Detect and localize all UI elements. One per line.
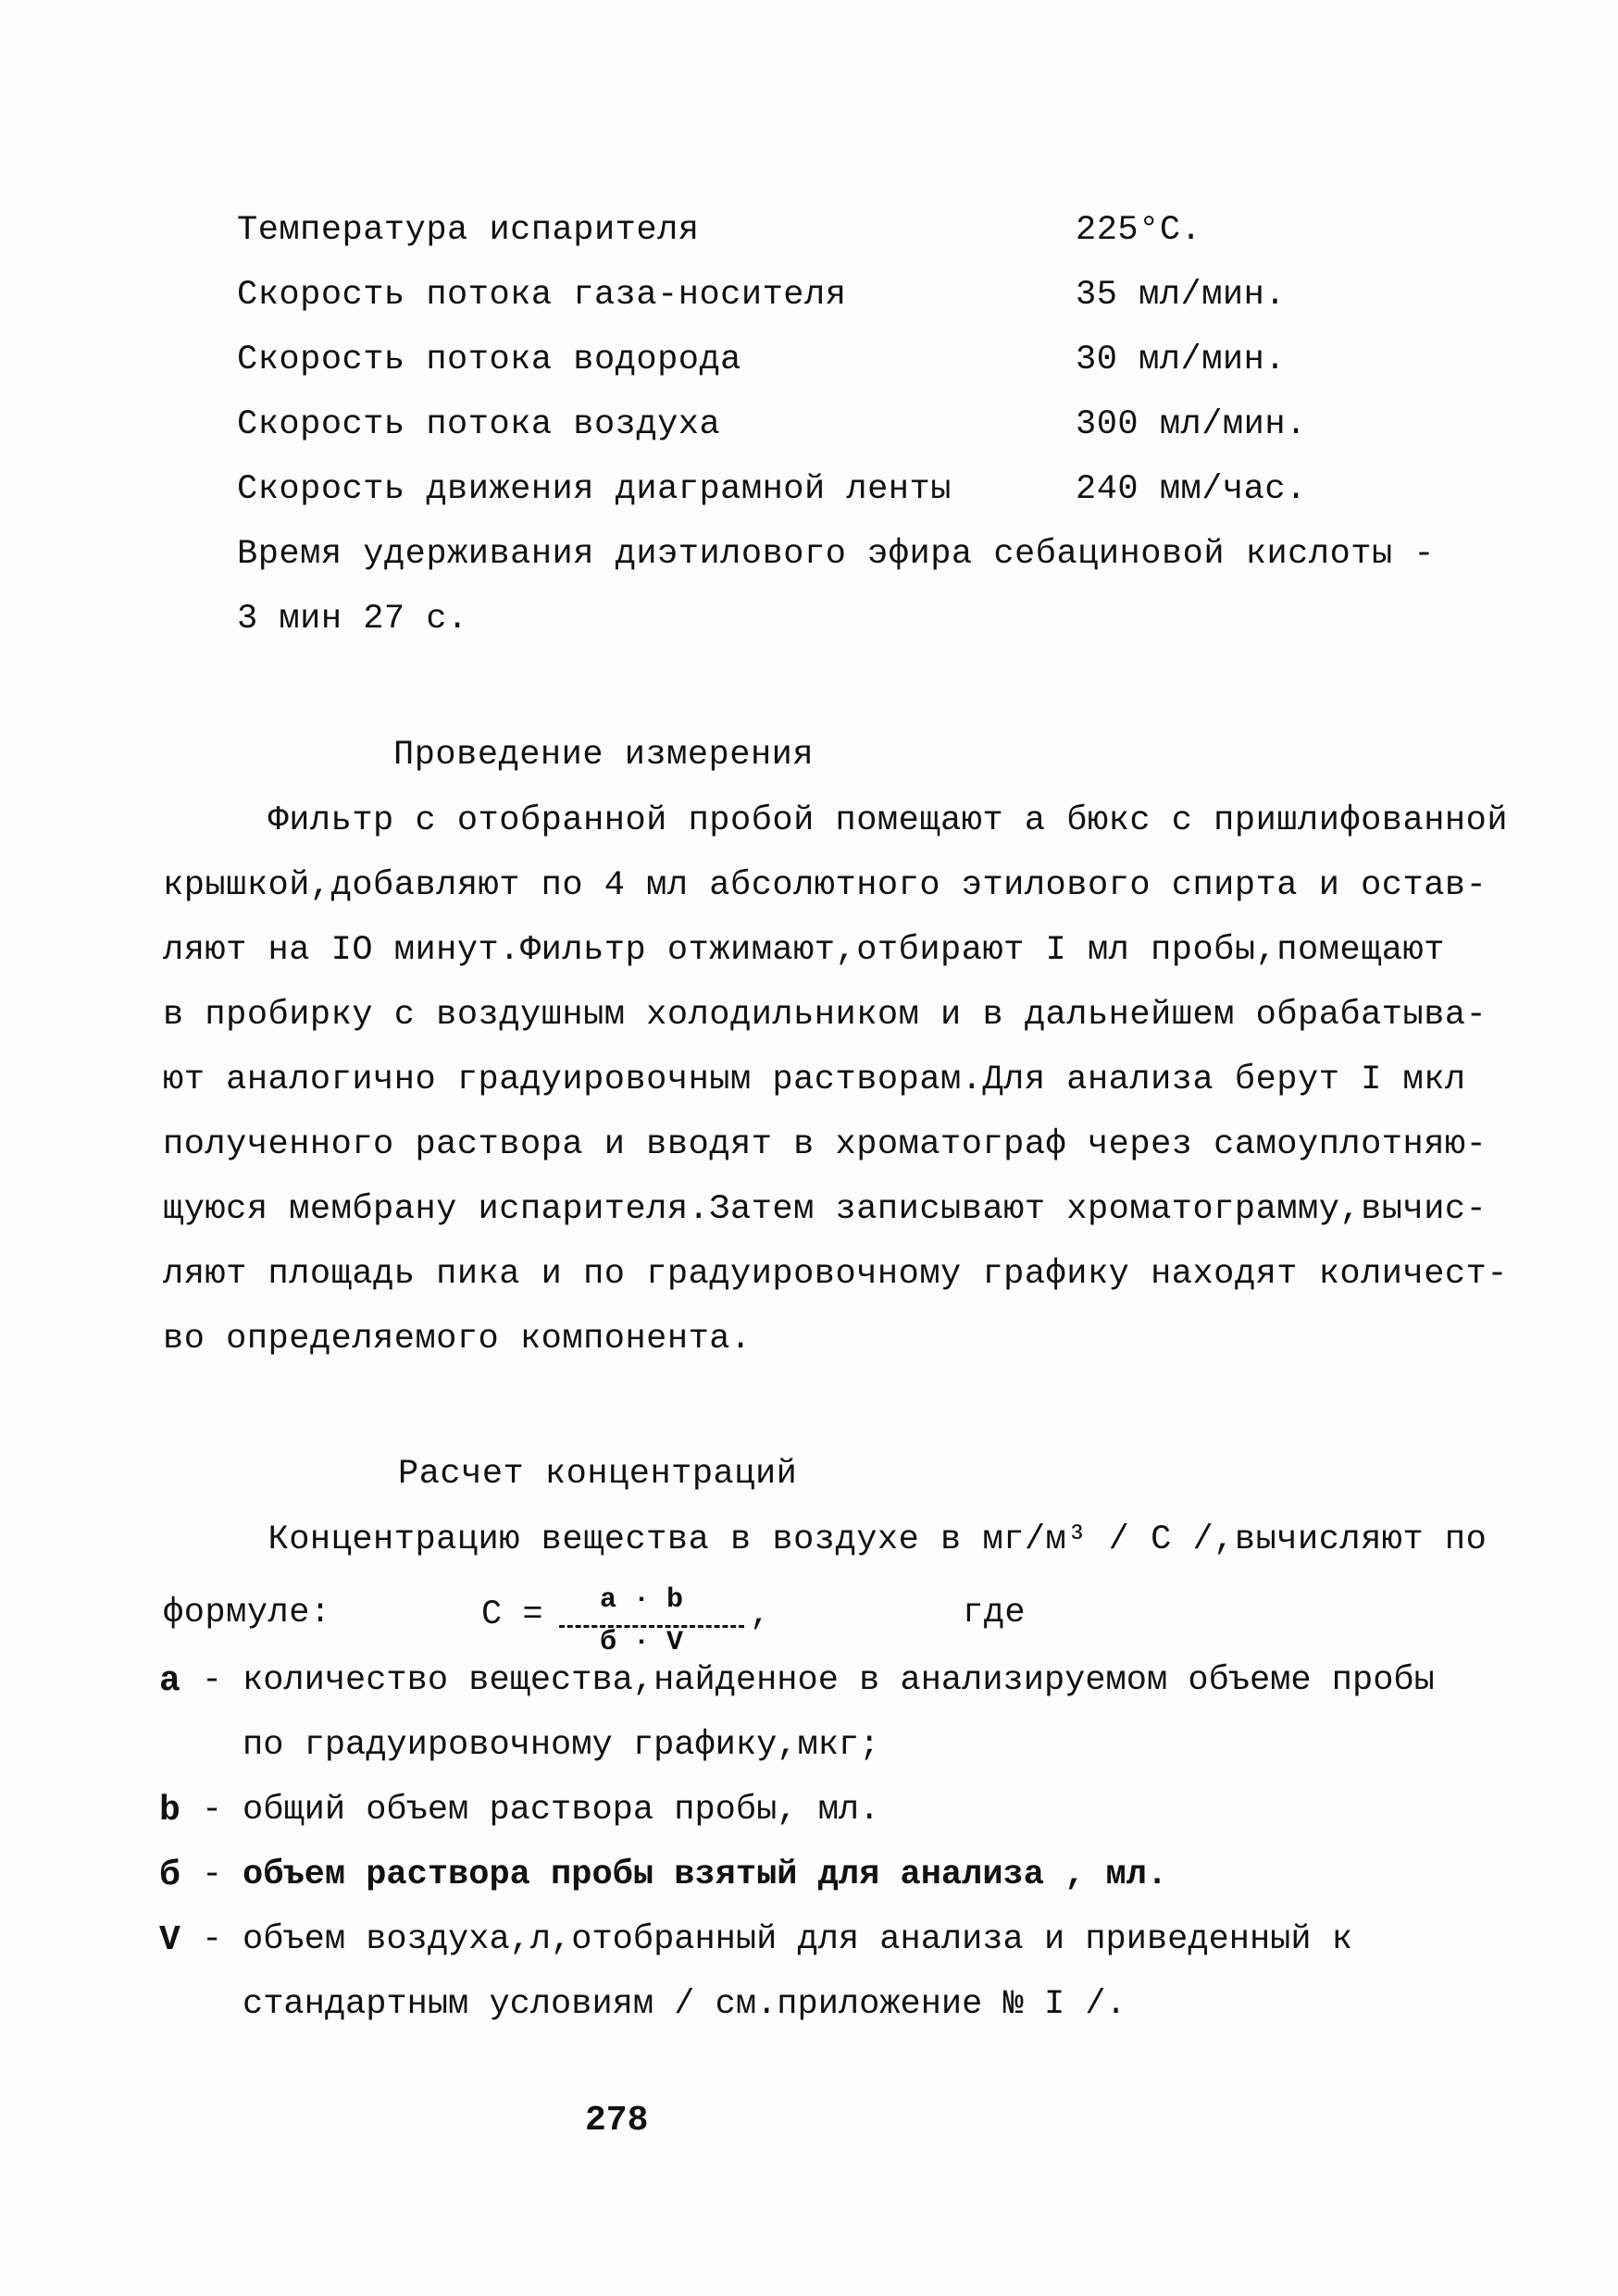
retention-time-line-2: 3 мин 27 с. <box>237 600 468 639</box>
measurement-line-7: щуюся мембрану испарителя.Затем записывают хроматограмму,вычис- <box>163 1190 1487 1229</box>
page-number: 278 <box>585 2101 649 2141</box>
variable-row-a-continued <box>0 1726 1618 1772</box>
variable-dash: - <box>202 1791 223 1830</box>
formula-trailing-comma: , <box>750 1595 771 1634</box>
param-label-evaporator-temp: Температура испарителя <box>237 211 700 250</box>
variable-symbol-a: a <box>159 1661 180 1701</box>
formula-where: где <box>963 1594 1027 1632</box>
measurement-line-1: Фильтр с отобранной пробой помещают а бюкс с пришлифованной <box>163 801 1509 840</box>
param-value-carrier-gas-flow: 35 мл/мин. <box>1076 276 1287 315</box>
measurement-line-5: ют аналогично градуировочным растворам.Для анализа берут I мкл <box>163 1061 1466 1099</box>
calculation-intro-line-1: Концентрацию вещества в воздухе в мг/м³ / С /,вычисляют по <box>163 1520 1487 1559</box>
measurement-line-2: крышкой,добавляют по 4 мл абсолютного этилового спирта и остав- <box>163 866 1487 905</box>
retention-time-line-1: Время удерживания диэтилового эфира себациновой кислоты - <box>237 535 1436 574</box>
variable-text-a-continued: по градуировочному графику,мкг; <box>243 1726 880 1765</box>
variable-dash: - <box>202 1920 223 1959</box>
param-value-air-flow: 300 мл/мин. <box>1076 405 1307 444</box>
variable-row-a <box>0 1661 1618 1707</box>
variable-row-b <box>0 1791 1618 1837</box>
variable-text-v-continued: стандартным условиям / см.приложение № I /. <box>243 1985 1126 2024</box>
variable-dash: - <box>202 1855 223 1894</box>
formula-denominator: б · V <box>600 1627 684 1658</box>
param-label-carrier-gas-flow: Скорость потока газа-носителя <box>237 276 847 315</box>
param-value-chart-speed: 240 мм/час. <box>1076 470 1307 509</box>
variable-row-delta <box>0 1855 1618 1902</box>
measurement-line-9: во определяемого компонента. <box>163 1320 752 1359</box>
param-label-chart-speed: Скорость движения диаграмной ленты <box>237 470 952 509</box>
measurement-line-4: в пробирку с воздушным холодильником и в дальнейшем обрабатыва- <box>163 996 1487 1035</box>
measurement-line-8: ляют площадь пика и по градуировочному графику находят количест- <box>163 1255 1509 1294</box>
formula-lhs: С = <box>481 1595 543 1634</box>
variable-text-delta: объем раствора пробы взятый для анализа , мл. <box>243 1855 1168 1894</box>
variable-symbol-b: b <box>159 1791 180 1831</box>
concentration-formula <box>481 1584 771 1668</box>
measurement-line-3: ляют на IO минут.Фильтр отжимают,отбирают I мл пробы,помещают <box>163 931 1445 970</box>
variable-symbol-v: V <box>159 1920 180 1960</box>
param-value-evaporator-temp: 225°С. <box>1076 211 1202 250</box>
variable-row-v <box>0 1920 1618 1967</box>
variable-dash: - <box>202 1661 223 1700</box>
param-label-hydrogen-flow: Скорость потока водорода <box>237 341 741 379</box>
variable-text-b: общий объем раствора пробы, мл. <box>243 1791 880 1830</box>
formula-numerator: a · b <box>600 1584 684 1616</box>
param-label-air-flow: Скорость потока воздуха <box>237 405 721 444</box>
variable-text-v: объем воздуха,л,отобранный для анализа и приведенный к <box>243 1920 1352 1959</box>
variable-text-a: количество вещества,найденное в анализируемом объеме пробы <box>243 1661 1435 1700</box>
calculation-heading: Расчет концентраций <box>398 1455 798 1494</box>
calculation-intro-formula-label: формуле: <box>163 1594 331 1632</box>
variable-row-v-continued <box>0 1985 1618 2031</box>
param-value-hydrogen-flow: 30 мл/мин. <box>1076 341 1287 379</box>
measurement-heading: Проведение измерения <box>393 736 815 775</box>
measurement-line-6: полученного раствора и вводят в хроматограф через самоуплотняю- <box>163 1125 1487 1164</box>
variable-symbol-delta: б <box>159 1855 180 1895</box>
